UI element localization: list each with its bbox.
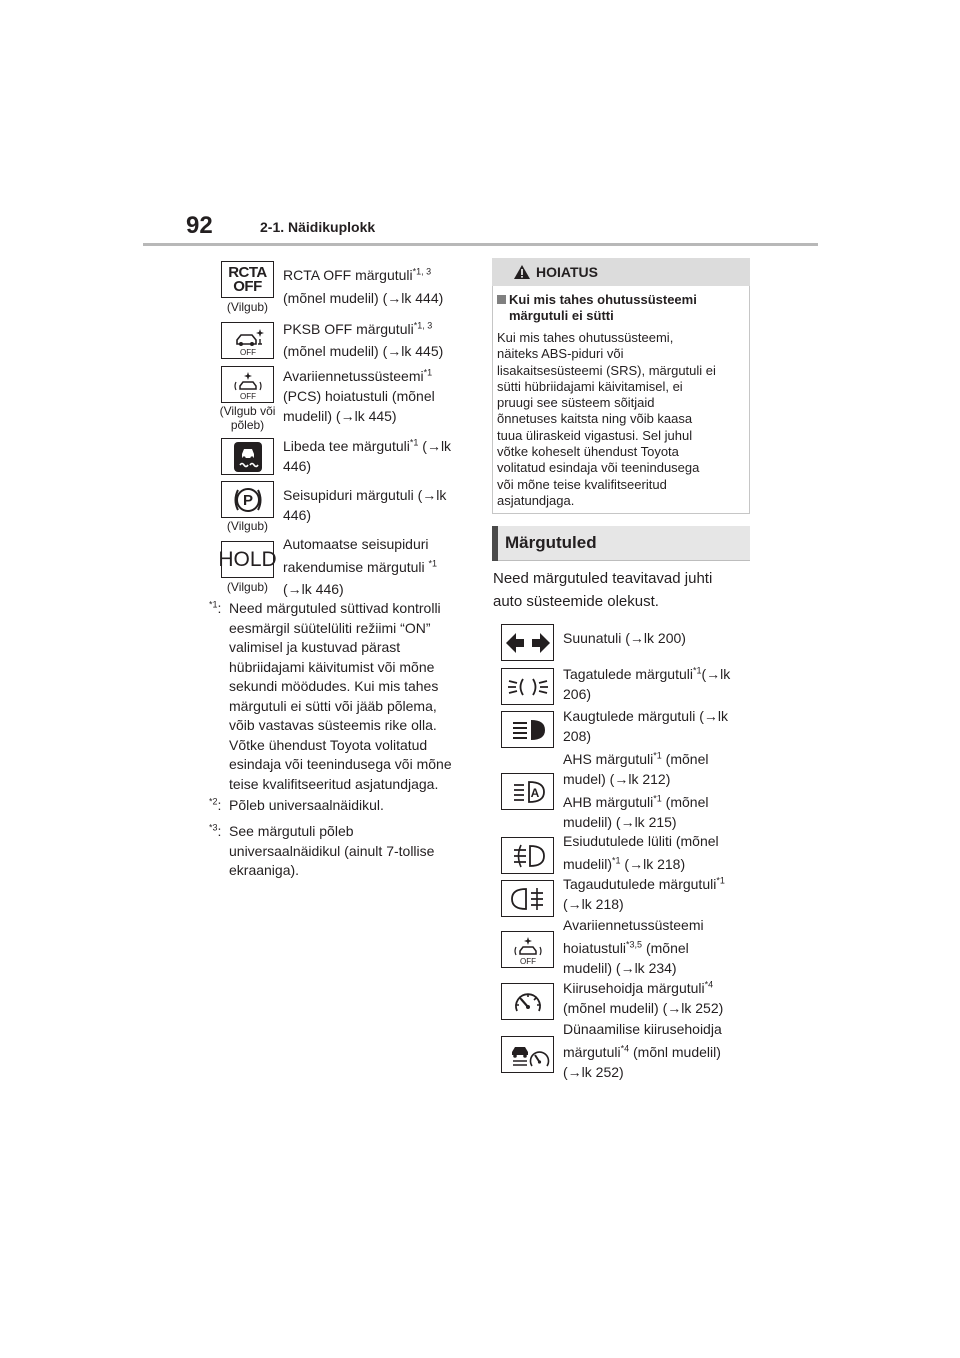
warning-text-line: tuua üliraskeid vigastusi. Sel juhul <box>497 427 693 443</box>
section-intro: Need märgutuled teavitavad juhti auto süsteemide olekust. <box>493 570 713 610</box>
footnote-2: $^{*2}$: Põleb universaalnäidikul. <box>209 796 469 816</box>
footnote-line: sekundi möödudes. Kui mis tahes <box>229 678 439 694</box>
rcta-off-icon: RCTA OFF <box>221 261 274 298</box>
icon-caption: (Vilgub) <box>226 300 269 314</box>
warning-text-line: volitatud esindaja või teenindusega <box>497 460 700 476</box>
page-number: 92 <box>186 212 213 239</box>
indicator-description: Suunatuli (→lk 200) <box>563 630 686 646</box>
indicator-description: Avariiennetussüsteemi hoiatustuli$^{*3,5}$ (mõnel mudelil) (→lk 234) <box>563 917 704 976</box>
footnote-line: võib vastavas süsteemis rike olla. <box>229 717 437 733</box>
warning-label: HOIATUS <box>536 264 598 280</box>
front-fog-icon <box>501 837 554 874</box>
pcs-warning-off-icon <box>501 931 554 968</box>
indicator-description: Seisupiduri märgutuli (→lk 446) <box>283 487 447 523</box>
svg-text:OFF: OFF <box>519 956 536 966</box>
indicator-description: PKSB OFF märgutuli$^{*1, 3}$ (mõnel mudelil) (→lk 445) <box>283 320 444 359</box>
warning-text-line: lisakaitsesüsteemi (SRS), märgutuli ei <box>497 362 716 378</box>
footnote-1: $^{*1}$: Need märgutuled süttivad kontrolli eesmärgil süütelüliti režiimi “ON” valimisel ja kustuvad pärast hübriidajami käivitumist või mõne sekundi möödudes. Kui mis tahes märgutuli ei sütti või jääb põlema, võib vastavas süsteemis rike olla. Võtke ühendust Toyota volitatud esindaja või teenindusega või mõne teise kvalifitseeritud asjatundjaga. <box>209 599 469 794</box>
indicator-description: Esiudutulede lüliti (mõnel mudelil)$^{*1}$ (→lk 218) <box>563 833 719 872</box>
warning-text-line: näiteks ABS-piduri või <box>497 346 624 362</box>
tail-light-icon <box>501 668 554 705</box>
warning-text-line: pruugi see süsteem sõitjaid <box>497 395 655 411</box>
footnote-line: universaalnäidikul (ainult 7-tollise <box>229 842 435 859</box>
slippery-road-icon <box>221 438 274 475</box>
indicator-description: Libeda tee märgutuli$^{*1}$ (→lk 446) <box>283 437 452 474</box>
section-title: 2-1. Näidikuplokk <box>260 219 376 235</box>
indicator-description: Tagatulede märgutuli$^{*1}$(→lk 206) <box>563 665 731 702</box>
turn-signal-icon <box>501 624 554 661</box>
header-divider <box>143 243 818 246</box>
brake-hold-icon: HOLD <box>221 541 274 578</box>
high-beam-icon <box>501 711 554 748</box>
icon-caption: (Vilgub) <box>226 580 269 594</box>
footnote-line: märgutuli ei sütti või jääb põlema, <box>229 697 437 714</box>
section-heading: Märgutuled <box>505 533 597 552</box>
warning-text-line: õnnetuses kaitsta ning võib kaasa <box>497 411 693 427</box>
indicator-description: Kiirusehoidja märgutuli$^{*4}$ (mõnel mudelil) (→lk 252) <box>563 979 724 1016</box>
warning-text-line: asjatundjaga. <box>497 492 575 508</box>
icon-caption: (Vilgub või põleb) <box>219 404 276 432</box>
indicator-description: Automaatse seisupiduri rakendumise märgutuli $^{*1}$ (→lk 446) <box>283 536 438 597</box>
footnote-line: esindaja või teenindusega või mõne <box>229 756 452 772</box>
indicator-description: Kaugtulede märgutuli (→lk 208) <box>563 708 728 744</box>
indicator-description: Dünaamilise kiirusehoidja märgutuli$^{*4}$ (mõnl mudelil) (→lk 252) <box>563 1021 722 1080</box>
svg-text:P: P <box>242 491 253 509</box>
warning-text <box>497 330 745 509</box>
dynamic-cruise-icon <box>501 1036 554 1073</box>
footnote-line: eesmärgil süütelüliti režiimi “ON” <box>229 619 431 636</box>
svg-text:OFF: OFF <box>239 391 256 401</box>
ahs-ahb-icon <box>501 773 554 810</box>
rear-fog-icon <box>501 880 554 917</box>
footnote-line: valimisel ja kustuvad pärast <box>229 639 401 655</box>
footnote-line: hübriidajami käivitumist või mõne <box>229 658 435 675</box>
warning-text-line: Kui mis tahes ohutussüsteemi, <box>497 330 674 345</box>
icon-caption: (Vilgub) <box>226 519 269 533</box>
warning-text-line: või mõne teise kvalifitseeritud <box>497 476 667 492</box>
warning-text-line: võtke koheselt ühendust Toyota <box>497 444 679 460</box>
indicator-description: RCTA OFF märgutuli$^{*1, 3}$ (mõnel mudelil) (→lk 444) <box>283 266 444 306</box>
svg-text:OFF: OFF <box>239 347 256 357</box>
cruise-control-icon <box>501 983 554 1020</box>
indicator-description: Tagaudutulede märgutuli$^{*1}$ (→lk 218) <box>563 875 725 912</box>
footnote-line: See märgutuli põleb <box>229 823 354 839</box>
warning-triangle-icon <box>513 264 531 280</box>
footnote-line: Põleb universaalnäidikul. <box>229 797 384 813</box>
parking-brake-icon <box>221 481 274 518</box>
warning-item-title: Kui mis tahes ohutussüsteemi märgutuli ei sütti <box>497 292 747 324</box>
svg-text:A: A <box>530 785 539 800</box>
indicator-description: Avariiennetussüsteemi$^{*1}$ (PCS) hoiatustuli (mõnel mudelil) (→lk 445) <box>283 367 435 424</box>
footnote-line: teise kvalifitseeritud asjatundjaga. <box>229 775 439 792</box>
footnote-3: $^{*3}$: See märgutuli põleb universaalnäidikul (ainult 7-tollise ekraaniga). <box>209 822 469 881</box>
warning-text-line: sütti hübriidajami käivitamisel, ei <box>497 378 683 394</box>
indicator-description: AHS märgutuli$^{*1}$ (mõnel mudel) (→lk 212) AHB märgutuli$^{*1}$ (mõnel mudelil) (→lk 215) <box>563 750 709 830</box>
pcs-off-icon <box>221 366 274 403</box>
bullet-square <box>497 295 506 304</box>
footnote-line: Need märgutuled süttivad kontrolli <box>229 600 441 616</box>
heading-accent <box>492 526 498 561</box>
pksb-off-icon <box>221 322 274 359</box>
footnote-line: ekraaniga). <box>229 862 300 878</box>
footnote-line: Võtke ühendust Toyota volitatud <box>229 736 428 753</box>
